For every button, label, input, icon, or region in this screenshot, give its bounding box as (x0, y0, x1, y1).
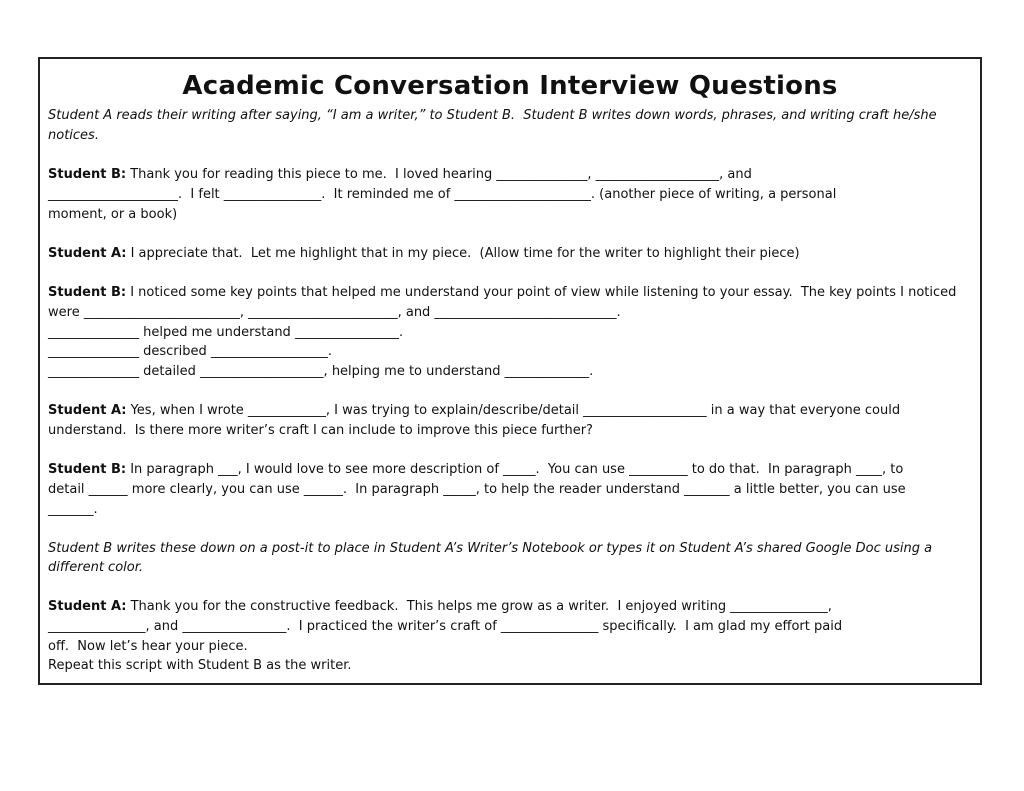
a3-line-4: Repeat this script with Student B as the writer. (48, 658, 352, 673)
b2-line-2: were ________________________, _______________________, and ____________________________. (48, 305, 621, 320)
speaker-label: Student A: (48, 403, 127, 418)
b2-line-1 (48, 283, 956, 303)
speaker-label: Student A: (48, 599, 127, 614)
worksheet-frame (38, 57, 982, 685)
intro-line-1: Student A reads their writing after saying, “I am a writer,” to Student B. Student B writes down words, phrases, and writing craft he/she (48, 108, 937, 123)
speaker-label: Student B: (48, 462, 127, 477)
b2-line-4: ______________ described __________________. (48, 344, 333, 359)
a1-line-1 (48, 244, 800, 264)
intro-line-2: notices. (48, 128, 99, 143)
b1-line-2: ____________________. I felt _______________. It reminded me of _____________________. (another piece of writing, a personal (48, 187, 837, 202)
speaker-label: Student B: (48, 285, 127, 300)
a3-line-1 (48, 597, 832, 617)
b1-line-1 (48, 165, 752, 185)
note-line-2: different color. (48, 560, 144, 575)
script-text: Thank you for the constructive feedback. This helps me grow as a writer. I enjoyed writing _______________, (126, 599, 832, 614)
b1-line-3: moment, or a book) (48, 207, 178, 222)
a2-line-2: understand. Is there more writer’s craft I can include to improve this piece further? (48, 423, 593, 438)
script-text: In paragraph ___, I would love to see more description of _____. You can use _________ to do that. In paragraph ____, to (126, 462, 904, 477)
script-text: I appreciate that. Let me highlight that in my piece. (Allow time for the writer to highlight their piece) (126, 246, 800, 261)
a3-line-2: _______________, and ________________. I practiced the writer’s craft of _______________ specifically. I am glad my effort paid (48, 619, 843, 634)
b3-line-2: detail ______ more clearly, you can use ______. In paragraph _____, to help the reader understand _______ a little better, you can use (48, 482, 906, 497)
b3-line-1 (48, 460, 903, 480)
script-text: Thank you for reading this piece to me. I loved hearing ______________, ___________________, and (126, 167, 752, 182)
note-line-1: Student B writes these down on a post-it to place in Student A’s Writer’s Notebook or types it on Student A’s shared Google Doc using a (48, 541, 933, 556)
b2-line-5: ______________ detailed ___________________, helping me to understand _____________. (48, 364, 594, 379)
b3-line-3: _______. (48, 502, 98, 517)
speaker-label: Student B: (48, 167, 127, 182)
b2-line-3: ______________ helped me understand ________________. (48, 325, 404, 340)
page-title: Academic Conversation Interview Questions (182, 71, 838, 101)
a3-line-3: off. Now let’s hear your piece. (48, 639, 248, 654)
script-text: Yes, when I wrote ____________, I was trying to explain/describe/detail ___________________ in a way that everyone could (126, 403, 901, 418)
a2-line-1 (48, 401, 900, 421)
script-text: I noticed some key points that helped me understand your point of view while listening to your essay. The key points I noticed (126, 285, 957, 300)
speaker-label: Student A: (48, 246, 127, 261)
